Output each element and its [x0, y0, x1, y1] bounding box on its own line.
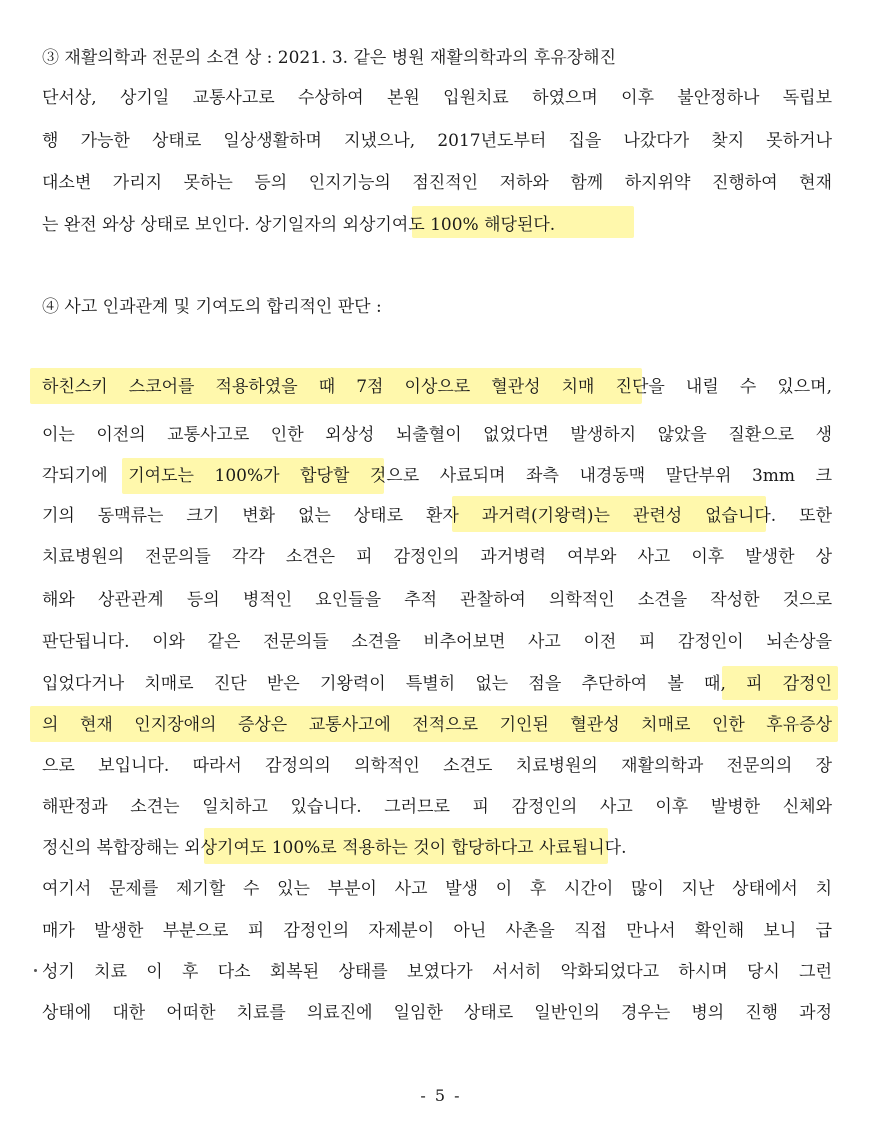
- para4-line-4: 기의 동맥류는 크기 변화 없는 상태로 환자 과거력(기왕력)는 관련성 없습니다. 또한: [42, 506, 832, 526]
- para4-line-10: 으로 보입니다. 따라서 감정의의 의학적인 소견도 치료병원의 재활의학과 전문의의 장: [42, 756, 832, 776]
- para4-line-11: 해판정과 소견는 일치하고 있습니다. 그러므로 피 감정인의 사고 이후 발병한 신체와: [42, 797, 832, 817]
- para3-line-2: 단서상, 상기일 교통사고로 수상하여 본원 입원치료 하였으며 이후 불안정하나 독립보: [42, 88, 832, 108]
- stray-mark: [34, 969, 37, 972]
- para4-line-9: 의 현재 인지장애의 증상은 교통사고에 전적으로 기인된 혈관성 치매로 인한 후유증상: [42, 715, 832, 735]
- para4-line-5: 치료병원의 전문의들 각각 소견은 피 감정인의 과거병력 여부와 사고 이후 발생한 상: [42, 547, 832, 567]
- para4-line-8: 입었다거나 치매로 진단 받은 기왕력이 특별히 없는 점을 추단하여 볼 때, 피 감정인: [42, 674, 832, 694]
- para3-line-4: 대소변 가리지 못하는 등의 인지기능의 점진적인 저하와 함께 하지위약 진행하여 현재: [42, 173, 832, 193]
- para3-line-1: ③ 재활의학과 전문의 소견 상 : 2021. 3. 같은 병원 재활의학과의 후유장해진: [42, 48, 617, 68]
- para4-line-13: 여기서 문제를 제기할 수 있는 부분이 사고 발생 이 후 시간이 많이 지난 상태에서 치: [42, 879, 832, 899]
- para4-line-14: 매가 발생한 부분으로 피 감정인의 자제분이 아닌 사촌을 직접 만나서 확인해 보니 급: [42, 921, 832, 941]
- para4-line-6: 해와 상관관계 등의 병적인 요인들을 추적 관찰하여 의학적인 소견을 작성한 것으로: [42, 590, 832, 610]
- page-number: - 5 -: [420, 1086, 462, 1105]
- para3-line-3: 행 가능한 상태로 일상생활하며 지냈으나, 2017년도부터 집을 나갔다가 찾지 못하거나: [42, 131, 832, 151]
- para4-line-1: 하친스키 스코어를 적용하였을 때 7점 이상으로 혈관성 치매 진단을 내릴 수 있으며,: [42, 377, 832, 397]
- para4-line-16: 상태에 대한 어떠한 치료를 의료진에 일임한 상태로 일반인의 경우는 병의 진행 과정: [42, 1003, 832, 1023]
- para4-heading: ④ 사고 인과관계 및 기여도의 합리적인 판단 :: [42, 297, 382, 317]
- para4-line-7: 판단됩니다. 이와 같은 전문의들 소견을 비추어보면 사고 이전 피 감정인이 뇌손상을: [42, 632, 832, 652]
- para4-line-2: 이는 이전의 교통사고로 인한 외상성 뇌출혈이 없었다면 발생하지 않았을 질환으로 생: [42, 425, 832, 445]
- para4-line-12: 정신의 복합장해는 외상기여도 100%로 적용하는 것이 합당하다고 사료됩니다.: [42, 838, 627, 858]
- para4-line-15: 성기 치료 이 후 다소 회복된 상태를 보였다가 서서히 악화되었다고 하시며 당시 그런: [42, 962, 832, 982]
- para4-line-3: 각되기에 기여도는 100%가 합당할 것으로 사료되며 좌측 내경동맥 말단부위 3mm 크: [42, 466, 832, 486]
- para3-line-5: 는 완전 와상 상태로 보인다. 상기일자의 외상기여도 100% 해당된다.: [42, 215, 556, 235]
